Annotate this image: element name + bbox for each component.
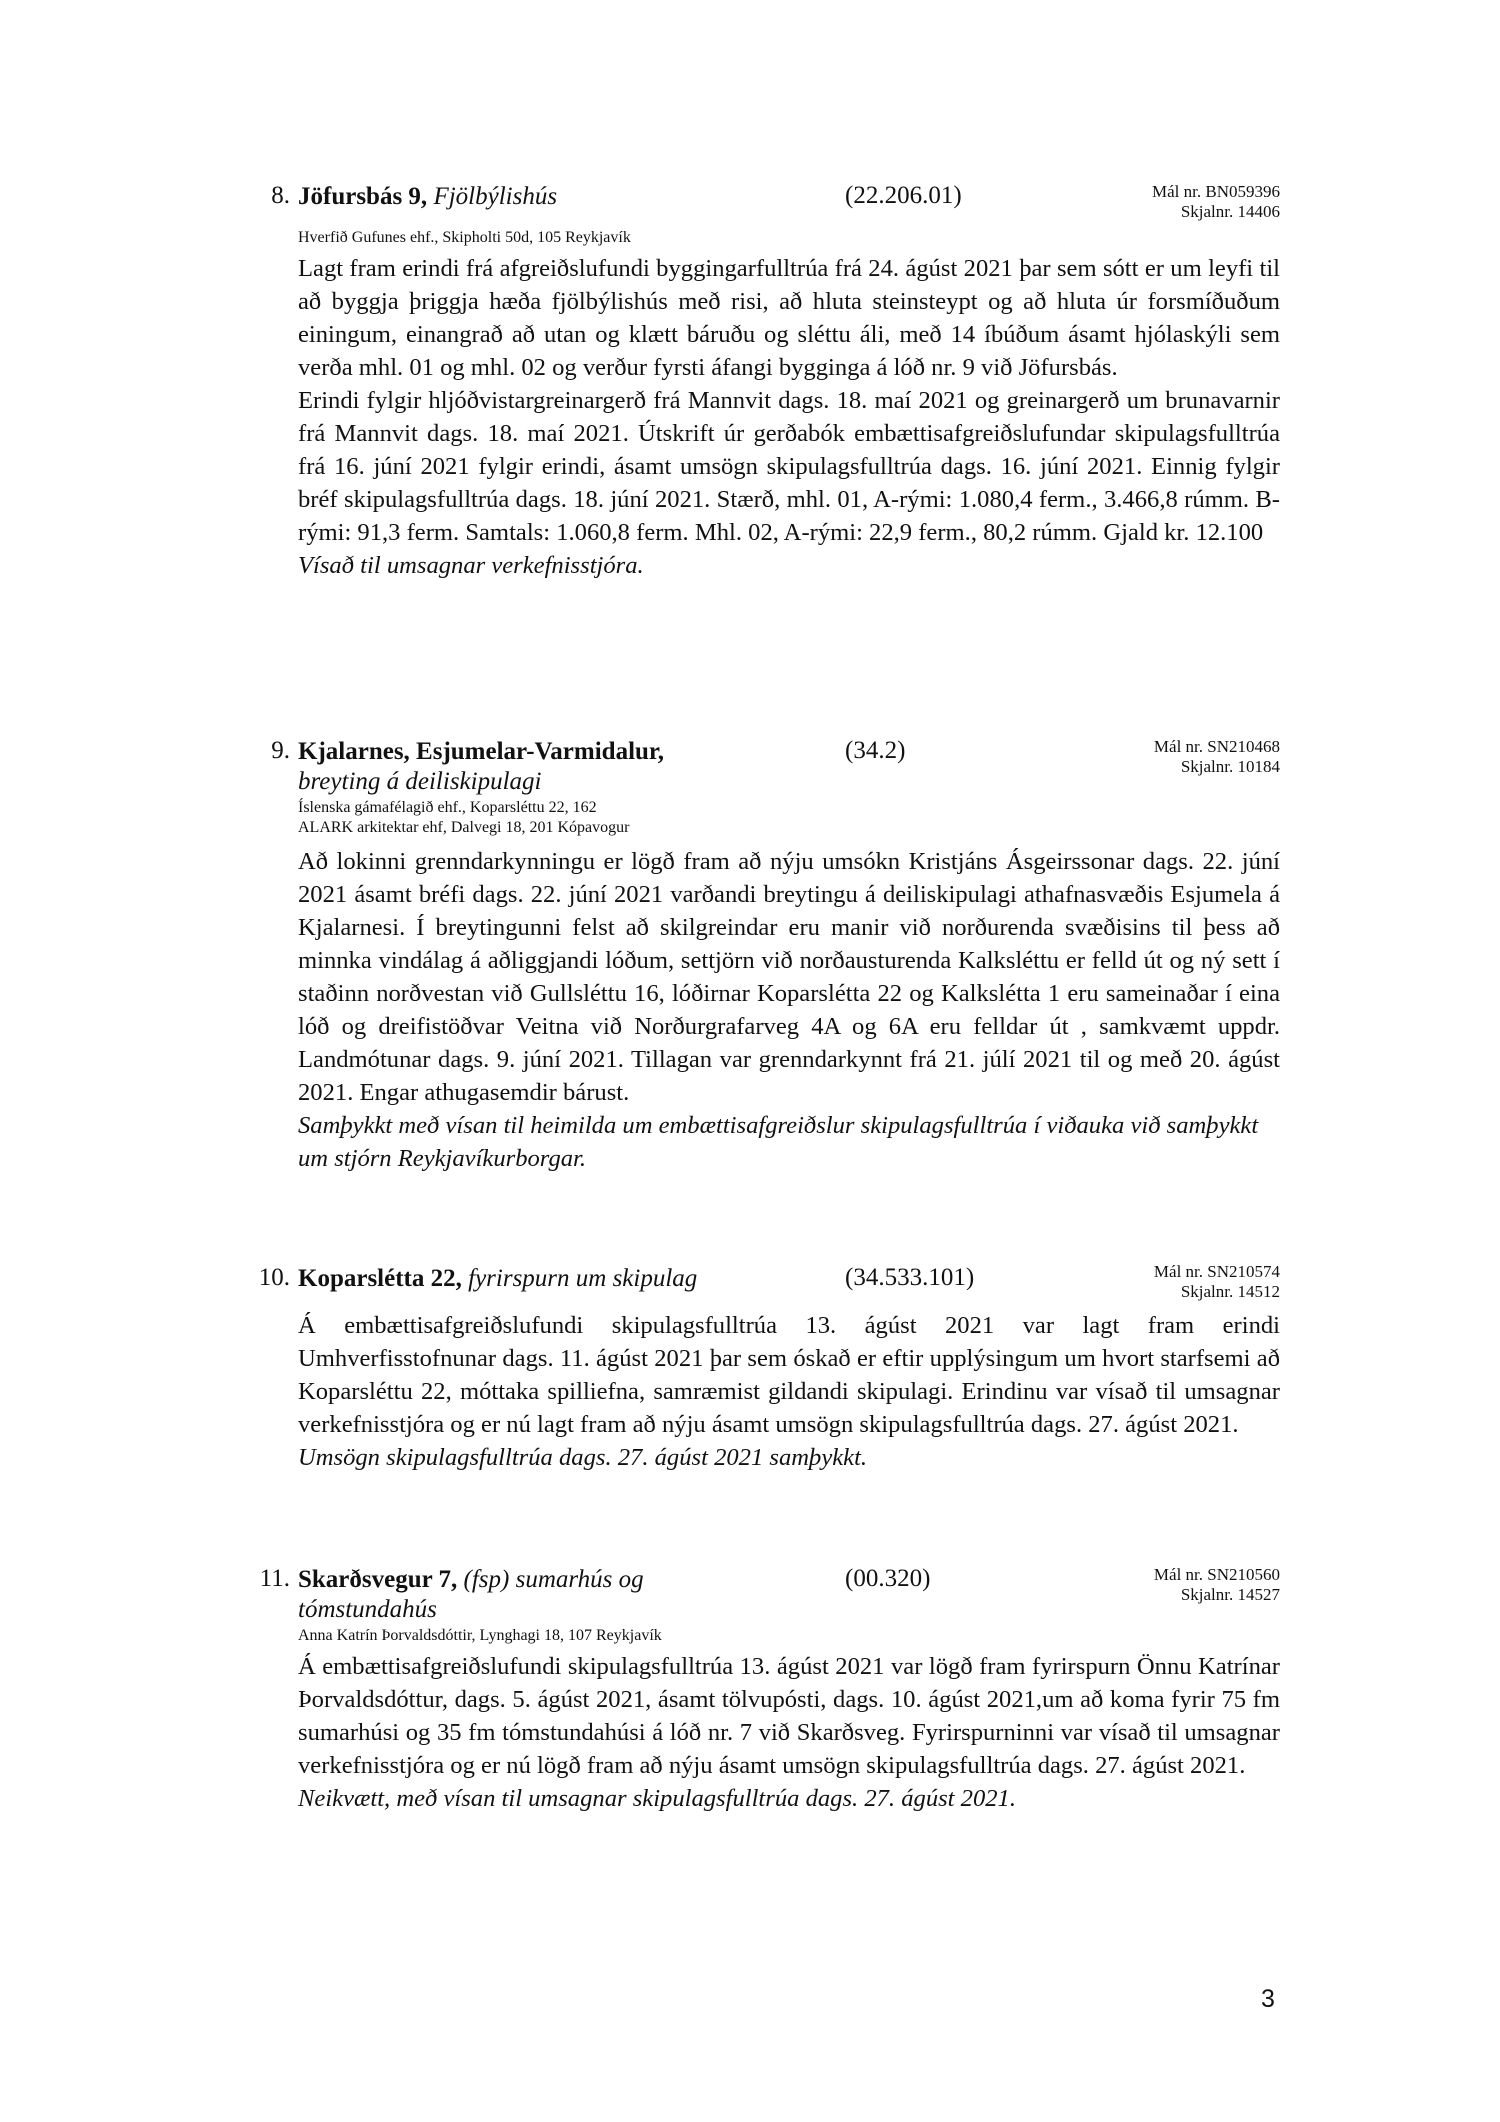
party-line: Hverfið Gufunes ehf., Skipholti 50d, 105 Reykjavík	[298, 229, 631, 246]
item-conclusion: Vísað til umsagnar verkefnisstjóra.	[298, 552, 644, 579]
item-conclusion: Neikvætt, með vísan til umsagnar skipulagsfulltrúa dags. 27. ágúst 2021.	[298, 1785, 1016, 1812]
party-line: Íslenska gámafélagið ehf., Koparsléttu 22, 162	[298, 799, 597, 816]
item-number: 8.	[271, 182, 290, 209]
body-paragraph: Á embættisafgreiðslufundi skipulagsfulltrúa 13. ágúst 2021 var lögð fram fyrirspurn Önnu Katrínar Þorvaldsdóttur, dags. 5. ágúst 2021, ásamt tölvupósti, dags. 10. ágúst 2021,um að koma fyrir 75 fm sumarhúsi og 35 fm tómstundahúsi á lóð nr. 7 við Skarðsveg. Fyrirspurninni var vísað til umsagnar verkefnisstjóra og er nú lögð fram að nýju ásamt umsögn skipulagsfulltrúa dags. 27. ágúst 2021.	[298, 1653, 1280, 1779]
reg-number: Skjalnr. 14527	[1180, 1585, 1280, 1604]
item-title-bold: Koparslétta 22,	[298, 1265, 462, 1292]
party-line: Anna Katrín Þorvaldsdóttir, Lynghagi 18, 107 Reykjavík	[298, 1627, 662, 1644]
item-parties	[298, 798, 629, 838]
item-title-italic: breyting á deiliskipulagi	[298, 768, 542, 795]
item-title-italic: fyrirspurn um skipulag	[468, 1265, 698, 1292]
reg-number: Skjalnr. 14512	[1180, 1282, 1280, 1301]
item-parties	[298, 228, 631, 248]
item-ref: (00.320)	[845, 1565, 931, 1592]
item-title-italic: (fsp) sumarhús og tómstundahús	[298, 1566, 644, 1623]
item-title	[298, 1565, 718, 1625]
case-number: Mál nr. SN210468	[1153, 737, 1280, 756]
item-ref: (34.533.101)	[845, 1264, 975, 1291]
item-ref: (34.2)	[845, 737, 906, 764]
item-body	[298, 1650, 1280, 1815]
item-title-bold: Jöfursbás 9,	[298, 183, 428, 210]
body-paragraph: Á embættisafgreiðslufundi skipulagsfulltrúa 13. ágúst 2021 var lagt fram erindi Umhverfisstofnunar dags. 11. ágúst 2021 þar sem óskað er eftir upplýsingum um hvort starfsemi að Koparsléttu 22, móttaka spilliefna, samræmist gildandi skipulagi. Erindinu var vísað til umsagnar verkefnisstjóra og er nú lagt fram að nýju ásamt umsögn skipulagsfulltrúa dags. 27. ágúst 2021.	[298, 1312, 1280, 1438]
item-title-bold: Skarðsvegur 7,	[298, 1566, 458, 1593]
body-paragraph: Að lokinni grenndarkynningu er lögð fram að nýju umsókn Kristjáns Ásgeirssonar dags. 22. júní 2021 ásamt bréfi dags. 22. júní 2021 varðandi breytingu á deiliskipulagi athafnasvæðis Esjumela á Kjalarnesi. Í breytingunni felst að skilgreindar eru manir við norðurenda svæðisins til þess að minnka vindálag á aðliggjandi lóðum, settjörn við norðausturenda Kalksléttu er felld út og ný sett í staðinn norðvestan við Gullsléttu 16, lóðirnar Koparslétta 22 og Kalkslétta 1 eru sameinaðar í eina lóð og dreifistöðvar Veitna við Norðurgrafarveg 4A og 6A eru felldar út , samkvæmt uppdr. Landmótunar dags. 9. júní 2021. Tillagan var grenndarkynnt frá 21. júlí 2021 til og með 20. ágúst 2021. Engar athugasemdir bárust.	[298, 848, 1280, 1106]
item-title-italic: Fjölbýlishús	[433, 183, 558, 210]
reg-number: Skjalnr. 14406	[1180, 202, 1280, 221]
case-number: Mál nr. BN059396	[1152, 182, 1280, 201]
item-conclusion: Umsögn skipulagsfulltrúa dags. 27. ágúst 2021 samþykkt.	[298, 1444, 868, 1471]
item-body	[298, 1309, 1280, 1474]
item-case	[1152, 182, 1280, 222]
item-case	[1154, 737, 1280, 777]
item-case	[1154, 1262, 1280, 1302]
page-number: 3	[1261, 1985, 1275, 2013]
item-ref: (22.206.01)	[845, 182, 962, 209]
case-number: Mál nr. SN210574	[1153, 1262, 1280, 1281]
item-number: 10.	[258, 1264, 290, 1291]
item-title	[298, 1264, 697, 1294]
reg-number: Skjalnr. 10184	[1180, 757, 1280, 776]
item-title	[298, 182, 557, 212]
item-body	[298, 252, 1280, 582]
item-body	[298, 845, 1280, 1175]
item-number: 11.	[259, 1565, 290, 1592]
body-paragraph: Lagt fram erindi frá afgreiðslufundi byggingarfulltrúa frá 24. ágúst 2021 þar sem sótt er um leyfi til að byggja þriggja hæða fjölbýlishús með risi, að hluta steinsteypt og að hluta úr forsmíðuðum einingum, einangrað að utan og klætt báruðu og sléttu áli, með 14 íbúðum ásamt hjólaskýli sem verða mhl. 01 og mhl. 02 og verður fyrsti áfangi bygginga á lóð nr. 9 við Jöfursbás.	[298, 255, 1280, 381]
body-paragraph: Erindi fylgir hljóðvistargreinargerð frá Mannvit dags. 18. maí 2021 og greinargerð um brunavarnir frá Mannvit dags. 18. maí 2021. Útskrift úr gerðabók embættisafgreiðslufundar skipulagsfulltrúa frá 16. júní 2021 fylgir erindi, ásamt umsögn skipulagsfulltrúa dags. 16. júní 2021. Einnig fylgir bréf skipulagsfulltrúa dags. 18. júní 2021. Stærð, mhl. 01, A-rými: 1.080,4 ferm., 3.466,8 rúmm. B-rými: 91,3 ferm. Samtals: 1.060,8 ferm. Mhl. 02, A-rými: 22,9 ferm., 80,2 rúmm. Gjald kr. 12.100	[298, 387, 1280, 546]
item-conclusion: Samþykkt með vísan til heimilda um embættisafgreiðslur skipulagsfulltrúa í viðauka við samþykkt um stjórn Reykjavíkurborgar.	[298, 1112, 1259, 1172]
item-title-bold: Kjalarnes, Esjumelar-Varmidalur,	[298, 738, 664, 765]
item-number: 9.	[271, 737, 290, 764]
item-title	[298, 737, 664, 797]
party-line: ALARK arkitektar ehf, Dalvegi 18, 201 Kópavogur	[298, 819, 630, 836]
case-number: Mál nr. SN210560	[1153, 1565, 1280, 1584]
item-case	[1154, 1565, 1280, 1605]
item-parties	[298, 1626, 662, 1646]
